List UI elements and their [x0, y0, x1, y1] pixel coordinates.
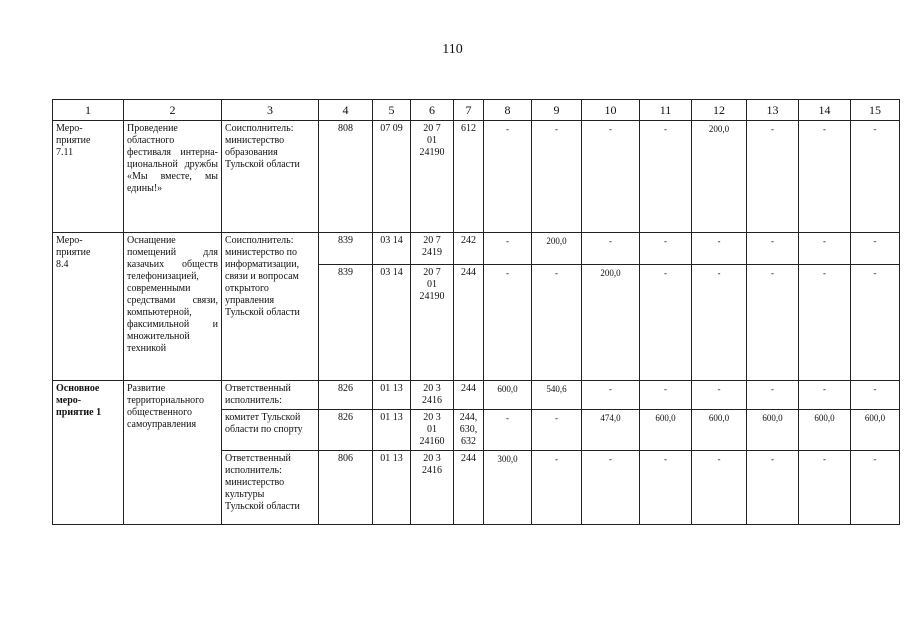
- column-header: 13: [747, 100, 799, 121]
- cell: -: [799, 451, 851, 525]
- budget-table: [52, 99, 900, 525]
- cell: -: [484, 121, 532, 233]
- cell: 474,0: [582, 410, 640, 451]
- cell: 20 7 2419: [411, 233, 454, 265]
- cell: 200,0: [692, 121, 747, 233]
- cell: -: [799, 381, 851, 410]
- cell: 03 14: [373, 233, 411, 265]
- cell: 540,6: [532, 381, 582, 410]
- cell: 244, 630, 632: [454, 410, 484, 451]
- column-header: 1: [53, 100, 124, 121]
- cell: 20 7 01 24190: [411, 121, 454, 233]
- cell: 20 3 01 24160: [411, 410, 454, 451]
- event-name: Оснащение помещений для казачьих обществ телефонизацией, современными средствами связи, компьютерной, факсимильной и множительной техникой: [124, 233, 222, 381]
- cell: -: [582, 451, 640, 525]
- cell: 839: [319, 265, 373, 381]
- cell: -: [799, 121, 851, 233]
- cell: -: [799, 265, 851, 381]
- cell: 826: [319, 410, 373, 451]
- cell: 826: [319, 381, 373, 410]
- table-row: [53, 121, 900, 233]
- column-header: 11: [640, 100, 692, 121]
- cell: -: [532, 410, 582, 451]
- cell: 200,0: [532, 233, 582, 265]
- column-header: 14: [799, 100, 851, 121]
- cell: -: [640, 381, 692, 410]
- column-header: 10: [582, 100, 640, 121]
- cell: 01 13: [373, 410, 411, 451]
- column-header: 15: [851, 100, 900, 121]
- cell: -: [747, 381, 799, 410]
- header-row: [53, 100, 900, 121]
- cell: 600,0: [640, 410, 692, 451]
- cell: 242: [454, 233, 484, 265]
- cell: 839: [319, 233, 373, 265]
- cell: -: [747, 265, 799, 381]
- column-header: 12: [692, 100, 747, 121]
- page-number: 110: [442, 42, 463, 57]
- table-row: [53, 233, 900, 265]
- executor: Соисполнитель: министерство по информатизации, связи и вопросам открытого управления Тульской области: [222, 233, 319, 381]
- cell: -: [747, 451, 799, 525]
- cell: 20 3 2416: [411, 451, 454, 525]
- cell: 01 13: [373, 381, 411, 410]
- cell: -: [851, 451, 900, 525]
- cell: 200,0: [582, 265, 640, 381]
- column-header: 3: [222, 100, 319, 121]
- cell: -: [692, 233, 747, 265]
- executor: комитет Тульской области по спорту: [222, 410, 319, 451]
- executor: Ответственный исполнитель: министерство культуры Тульской области: [222, 451, 319, 525]
- cell: -: [851, 381, 900, 410]
- cell: -: [747, 233, 799, 265]
- cell: 808: [319, 121, 373, 233]
- column-header: 6: [411, 100, 454, 121]
- cell: -: [799, 233, 851, 265]
- cell: -: [484, 233, 532, 265]
- event-id: Основное меро- приятие 1: [53, 381, 124, 525]
- cell: -: [692, 381, 747, 410]
- cell: -: [851, 121, 900, 233]
- cell: -: [851, 233, 900, 265]
- cell: 07 09: [373, 121, 411, 233]
- column-header: 9: [532, 100, 582, 121]
- cell: -: [640, 233, 692, 265]
- cell: -: [582, 121, 640, 233]
- cell: 600,0: [747, 410, 799, 451]
- cell: -: [640, 265, 692, 381]
- event-name: Развитие территориального общественного самоуправления: [124, 381, 222, 525]
- cell: 612: [454, 121, 484, 233]
- cell: 20 7 01 24190: [411, 265, 454, 381]
- cell: -: [640, 451, 692, 525]
- cell: 03 14: [373, 265, 411, 381]
- event-name: Проведение областного фестиваля интерна-циональной дружбы «Мы вместе, мы едины!»: [124, 121, 222, 233]
- cell: -: [484, 265, 532, 381]
- cell: 600,0: [484, 381, 532, 410]
- cell: -: [582, 233, 640, 265]
- cell: -: [532, 121, 582, 233]
- cell: 01 13: [373, 451, 411, 525]
- cell: -: [532, 265, 582, 381]
- cell: -: [484, 410, 532, 451]
- cell: 600,0: [851, 410, 900, 451]
- column-header: 5: [373, 100, 411, 121]
- table-row: [53, 381, 900, 410]
- cell: 244: [454, 381, 484, 410]
- cell: 300,0: [484, 451, 532, 525]
- cell: 806: [319, 451, 373, 525]
- cell: 600,0: [692, 410, 747, 451]
- cell: 244: [454, 451, 484, 525]
- cell: -: [640, 121, 692, 233]
- cell: -: [747, 121, 799, 233]
- event-id: Меро- приятие 7.11: [53, 121, 124, 233]
- cell: 600,0: [799, 410, 851, 451]
- column-header: 2: [124, 100, 222, 121]
- executor: Ответственный исполнитель:: [222, 381, 319, 410]
- executor: Соисполнитель: министерство образования Тульской области: [222, 121, 319, 233]
- cell: 20 3 2416: [411, 381, 454, 410]
- cell: 244: [454, 265, 484, 381]
- column-header: 8: [484, 100, 532, 121]
- cell: -: [532, 451, 582, 525]
- column-header: 7: [454, 100, 484, 121]
- cell: -: [692, 265, 747, 381]
- column-header: 4: [319, 100, 373, 121]
- cell: -: [692, 451, 747, 525]
- cell: -: [851, 265, 900, 381]
- event-id: Меро- приятие 8.4: [53, 233, 124, 381]
- cell: -: [582, 381, 640, 410]
